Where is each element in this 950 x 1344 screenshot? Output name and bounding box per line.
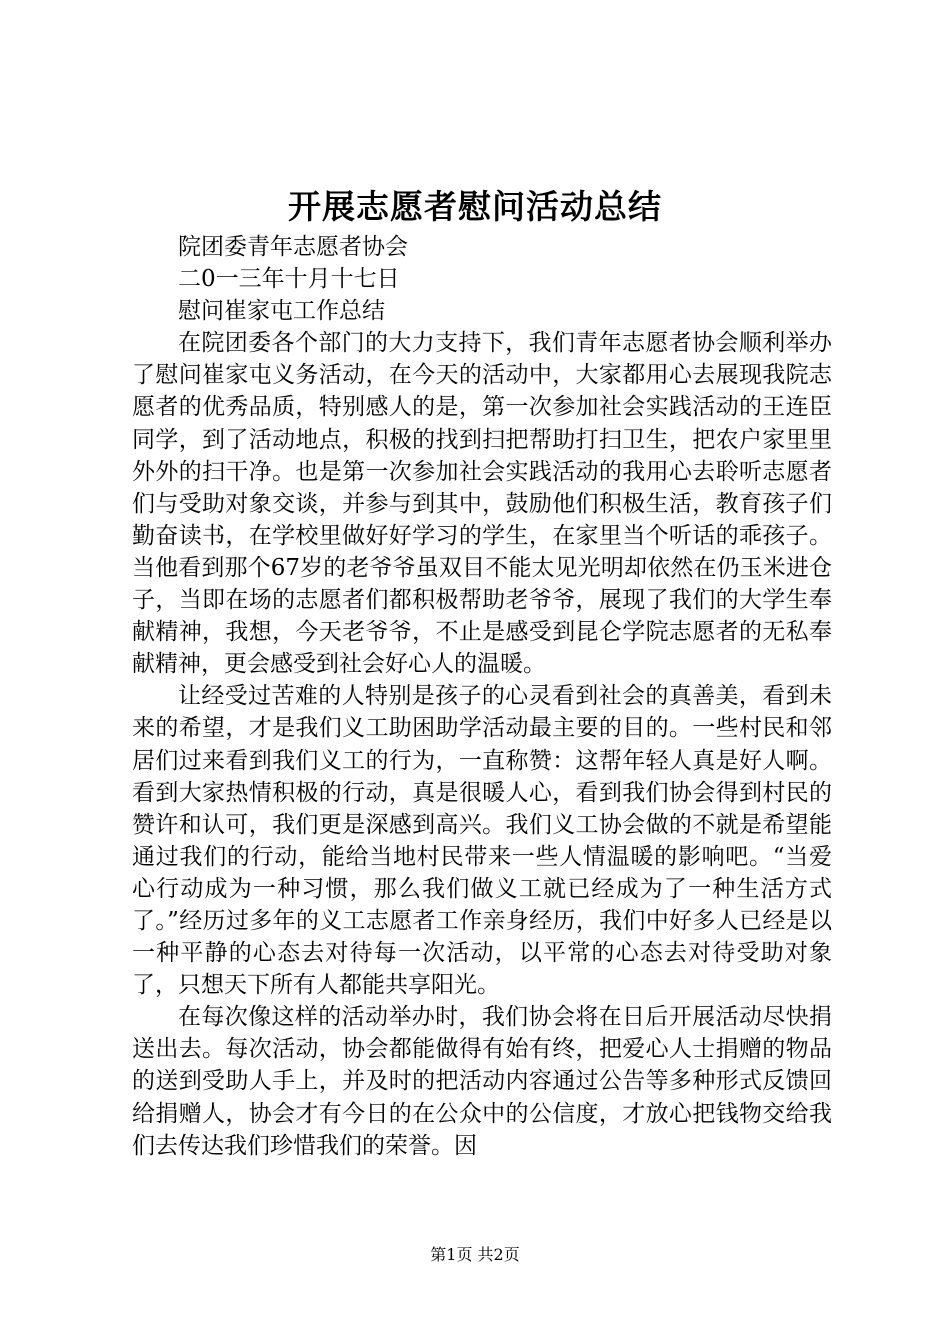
document-body — [132, 231, 832, 1162]
paragraph-3: 在每次像这样的活动举办时，我们协会将在日后开展活动尽快捐送出去。每次活动，协会都能做得有始有终，把爱心人士捐赠的物品的送到受助人手上，并及时的把活动内容通过公告等多种形式反馈回给捐赠人，协会才有今日的在公众中的公信度，才放心把钱物交给我们去传达我们珍惜我们的荣誉。因 — [132, 1004, 832, 1159]
document-title: 开展志愿者慰问活动总结 — [288, 187, 662, 226]
paragraph-2: 让经受过苦难的人特别是孩子的心灵看到社会的真善美，看到未来的希望，才是我们义工助困助学活动最主要的目的。一些村民和邻居们过来看到我们义工的行为，一直称赞：这帮年轻人真是好人啊。看到大家热情积极的行动，真是很暖人心，看到我们协会得到村民的赞许和认可，我们更是深感到高兴。我们义工协会做的不就是希望能通过我们的行动，能给当地村民带来一些人情温暖的影响吧。“当爱心行动成为一种习惯，那么我们做义工就已经成为了一种生活方式了。”经历过多年的义工志愿者工作亲身经历，我们中好多人已经是以一种平静的心态去对待每一次活动，以平常的心态去对待受助对象了，只想天下所有人都能共享阳光。 — [132, 683, 832, 999]
paragraph-1: 在院团委各个部门的大力支持下，我们青年志愿者协会顺利举办了慰问崔家屯义务活动，在今天的活动中，大家都用心去展现我院志愿者的优秀品质，特别感人的是，第一次参加社会实践活动的王连臣同学，到了活动地点，积极的找到扫把帮助打扫卫生，把农户家里里外外的扫干净。也是第一次参加社会实践活动的我用心去聆听志愿者们与受助对象交谈，并参与到其中，鼓励他们积极生活，教育孩子们勤奋读书，在学校里做好好学习的学生，在家里当个听话的乖孩子。当他看到那个67岁的老爷爷虽双目不能太见光明却依然在仍玉米进仓子，当即在场的志愿者们都积极帮助老爷爷，展现了我们的大学生奉献精神，我想，今天老爷爷，不止是感受到昆仑学院志愿者的无私奉献精神，更会感受到社会好心人的温暖。 — [132, 330, 832, 678]
meta-line-date: 二0一三年十月十七日 — [178, 266, 400, 293]
page-footer: 第1页 共2页 — [430, 1245, 520, 1264]
meta-line-subtitle: 慰问崔家屯工作总结 — [178, 298, 385, 325]
meta-line-organization: 院团委青年志愿者协会 — [178, 234, 408, 260]
